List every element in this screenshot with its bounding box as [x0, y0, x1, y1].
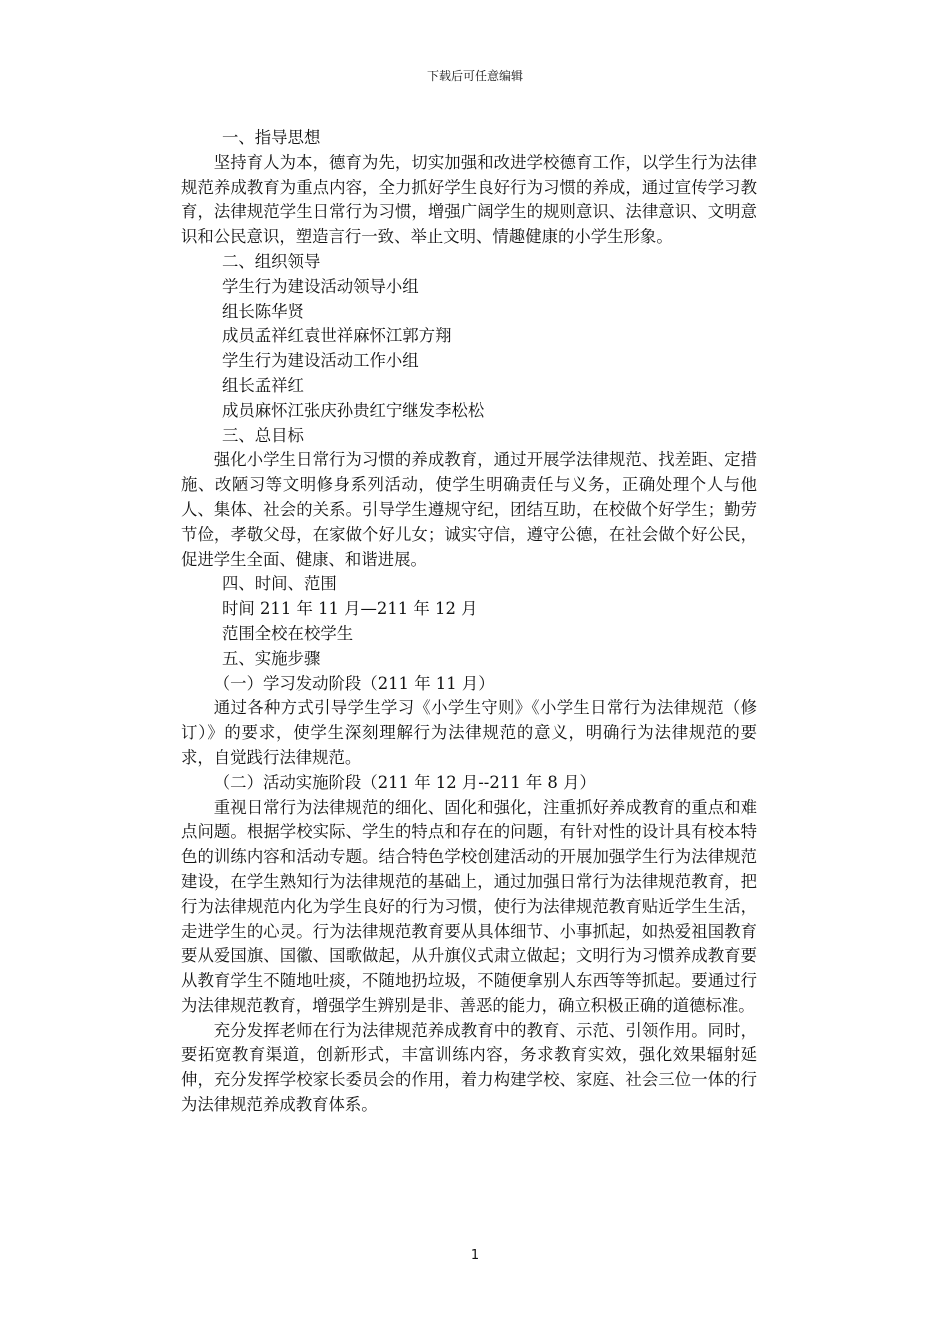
section-heading-goal: 三、总目标: [222, 425, 304, 445]
step-one-heading: （一）学习发动阶段（211 年 11 月）: [213, 673, 495, 693]
page-number: 1: [470, 1248, 480, 1263]
org-leading-group-members: 成员孟祥红袁世祥麻怀江郭方翔: [222, 326, 452, 346]
section-heading-time-scope: 四、时间、范围: [222, 574, 337, 594]
paragraph-step-one: 通过各种方式引导学生学习《小学生守则》《小学生日常行为法律规范（修订）》的要求，使学生深刻理解行为法律规范的意义，明确行为法律规范的要求，自觉践行法律规范。: [181, 698, 757, 767]
time-line: 时间 211 年 11 月—211 年 12 月: [222, 599, 478, 619]
org-working-group-members: 成员麻怀江张庆孙贵红宁继发李松松: [222, 400, 485, 420]
page-header-note: 下载后可任意编辑: [426, 69, 523, 83]
document-body: [181, 126, 757, 1118]
section-heading-steps: 五、实施步骤: [222, 648, 321, 668]
section-heading-guiding-ideology: 一、指导思想: [222, 128, 321, 147]
step-two-heading: （二）活动实施阶段（211 年 12 月--211 年 8 月）: [213, 772, 596, 792]
org-leading-group-leader: 组长陈华贤: [222, 301, 304, 321]
paragraph-goal: 强化小学生日常行为习惯的养成教育，通过开展学法律规范、找差距、定措施、改陋习等文明修身系列活动，使学生明确责任与义务，正确处理个人与他人、集体、社会的关系。引导学生遵规守纪，团结互助，在校做个好学生；勤劳节俭，孝敬父母，在家做个好儿女；诚实守信，遵守公德，在社会做个好公民，促进学生全面、健康、和谐进展。: [181, 450, 757, 569]
org-leading-group-title: 学生行为建设活动领导小组: [222, 276, 419, 296]
paragraph-guiding-ideology: 坚持育人为本，德育为先，切实加强和改进学校德育工作，以学生行为法律规范养成教育为重点内容，全力抓好学生良好行为习惯的养成，通过宣传学习教育，法律规范学生日常行为习惯，增强广阔学生的规则意识、法律意识、文明意识和公民意识，塑造言行一致、举止文明、情趣健康的小学生形象。: [181, 152, 757, 247]
paragraph-step-two-a: 重视日常行为法律规范的细化、固化和强化，注重抓好养成教育的重点和难点问题。根据学校实际、学生的特点和存在的问题，有针对性的设计具有校本特色的训练内容和活动专题。结合特色学校创建活动的开展加强学生行为法律规范建设，在学生熟知行为法律规范的基础上，通过加强日常行为法律规范教育，把行为法律规范内化为学生良好的行为习惯，使行为法律规范教育贴近学生生活，走进学生的心灵。行为法律规范教育要从具体细节、小事抓起，如热爱祖国教育要从爱国旗、国徽、国歌做起，从升旗仪式肃立做起；文明行为习惯养成教育要从教育学生不随地吐痰，不随地扔垃圾，不随便拿别人东西等等抓起。要通过行为法律规范教育，增强学生辨别是非、善恶的能力，确立积极正确的道德标准。: [181, 797, 757, 1015]
scope-line: 范围全校在校学生: [222, 623, 354, 643]
org-working-group-title: 学生行为建设活动工作小组: [222, 351, 419, 371]
paragraph-step-two-b: 充分发挥老师在行为法律规范养成教育中的教育、示范、引领作用。同时，要拓宽教育渠道，创新形式，丰富训练内容，务求教育实效，强化效果辐射延伸，充分发挥学校家长委员会的作用，着力构建学校、家庭、社会三位一体的行为法律规范养成教育体系。: [181, 1020, 757, 1115]
org-working-group-leader: 组长孟祥红: [222, 375, 304, 395]
section-heading-organization: 二、组织领导: [222, 251, 321, 271]
